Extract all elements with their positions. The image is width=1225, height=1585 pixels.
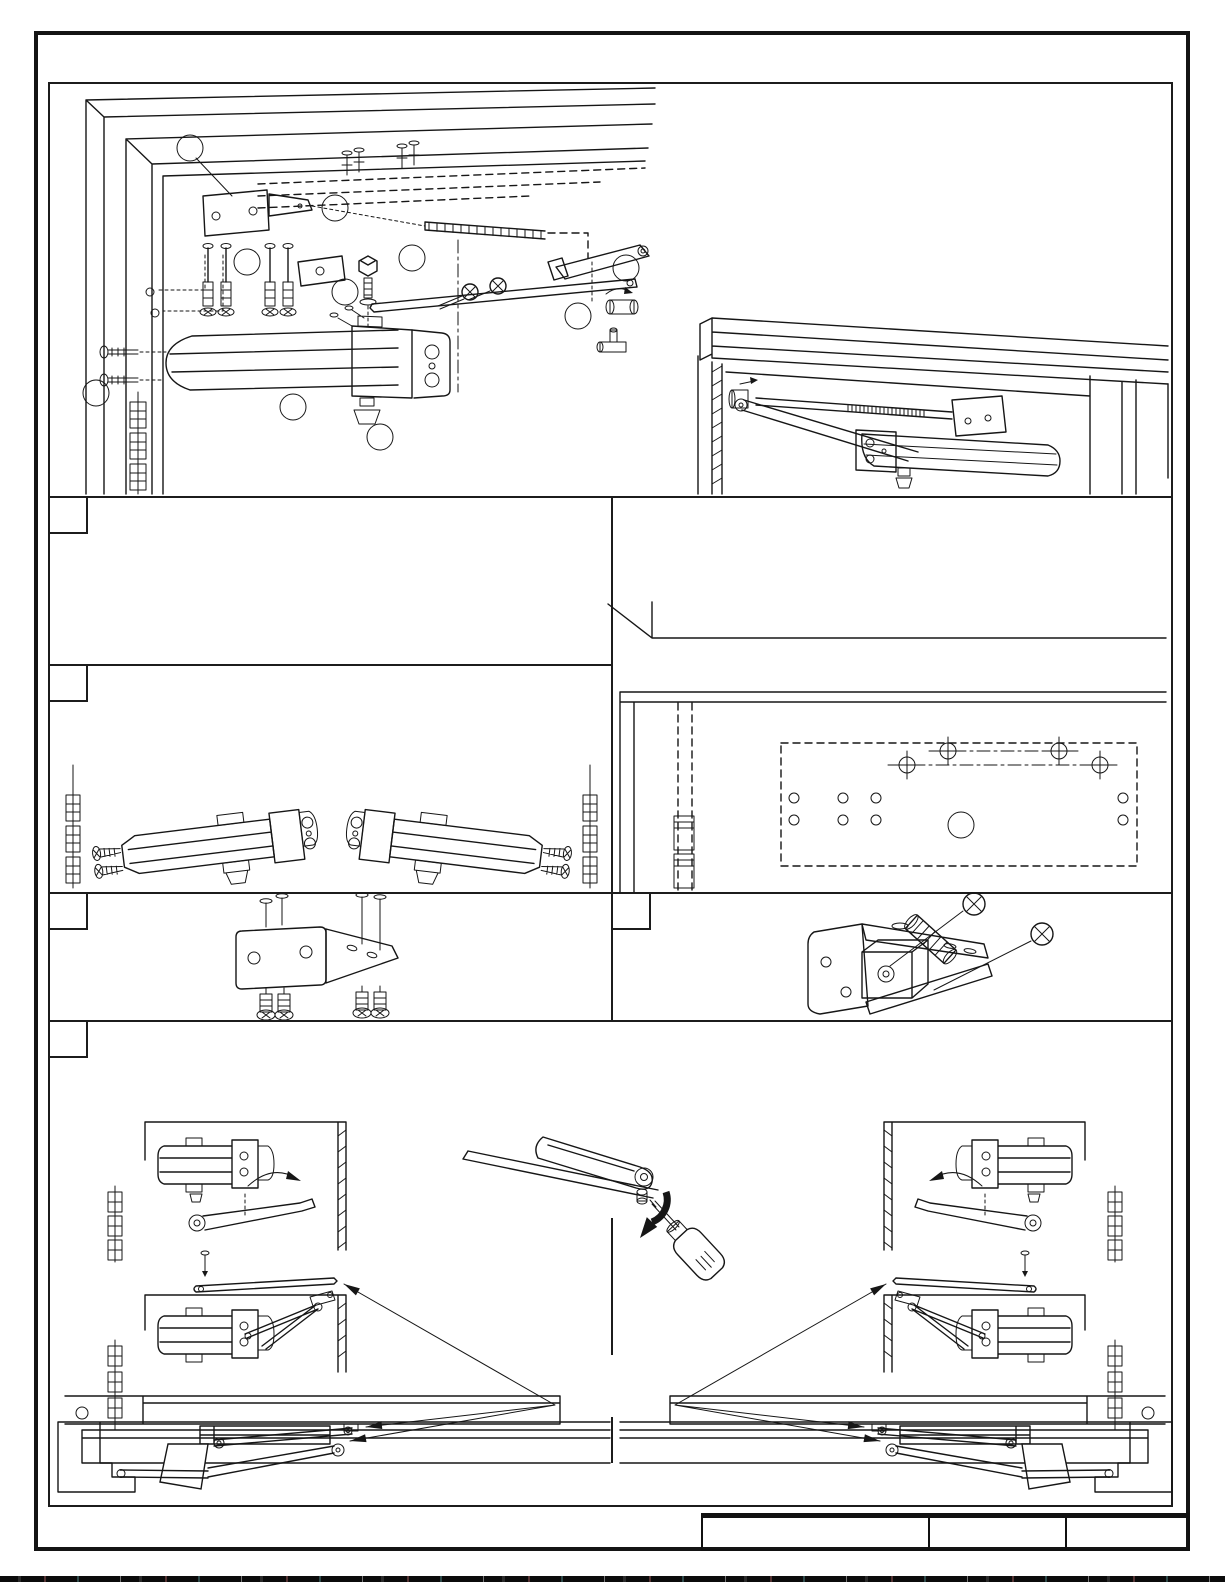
door-hinge-edge-hatched bbox=[698, 356, 722, 494]
arm-installation-sequence-right bbox=[620, 1122, 1172, 1492]
edge-hinges bbox=[674, 816, 694, 888]
forearm-link bbox=[548, 245, 649, 304]
pivot-block bbox=[862, 923, 928, 998]
adjusting-threaded-rod bbox=[425, 222, 588, 258]
hinge-column-right bbox=[583, 765, 597, 888]
hinge-column-left bbox=[66, 765, 80, 888]
template-outline bbox=[781, 743, 1137, 866]
installed-overview-view bbox=[698, 318, 1168, 494]
closer-right-hand bbox=[341, 804, 574, 901]
main-arm-detail bbox=[536, 1137, 652, 1189]
exploded-installation-view bbox=[83, 88, 655, 494]
closer-body bbox=[166, 240, 458, 424]
closer-left-hand bbox=[90, 804, 323, 901]
body-fixing-screws bbox=[100, 346, 166, 386]
bracket-wall-anchors bbox=[257, 986, 389, 1020]
leader-arrows bbox=[344, 1284, 555, 1442]
bracket-plate bbox=[236, 927, 326, 989]
mounting-plate bbox=[196, 158, 312, 236]
seq-view1-exploded bbox=[108, 1122, 346, 1292]
main-arm-bar bbox=[370, 279, 637, 312]
paired-closers-view bbox=[66, 765, 597, 901]
hex-bolt bbox=[359, 256, 377, 326]
slide-rail-bar bbox=[463, 1151, 658, 1198]
arm-screwdriver-detail bbox=[463, 1137, 728, 1284]
arm-installation-sequence-left bbox=[58, 1122, 610, 1492]
template-screw-holes bbox=[789, 793, 1128, 838]
mounting-bracket-parts-view bbox=[236, 893, 398, 1020]
bracket-machine-screws bbox=[260, 893, 386, 950]
plate-screws-and-anchors bbox=[146, 244, 296, 318]
installed-closer-assembly bbox=[729, 377, 1060, 488]
loose-cap-parts bbox=[597, 287, 638, 352]
callout-balloons bbox=[83, 135, 639, 450]
frame-drilling-template-view bbox=[608, 602, 1166, 892]
frame-hinges bbox=[130, 392, 146, 494]
mounting-bracket-assembled-view bbox=[808, 893, 1053, 1014]
seq-view4-plan-closed bbox=[58, 1407, 610, 1492]
assembled-back-plate bbox=[808, 924, 868, 1014]
door-frame-corner bbox=[86, 88, 655, 494]
